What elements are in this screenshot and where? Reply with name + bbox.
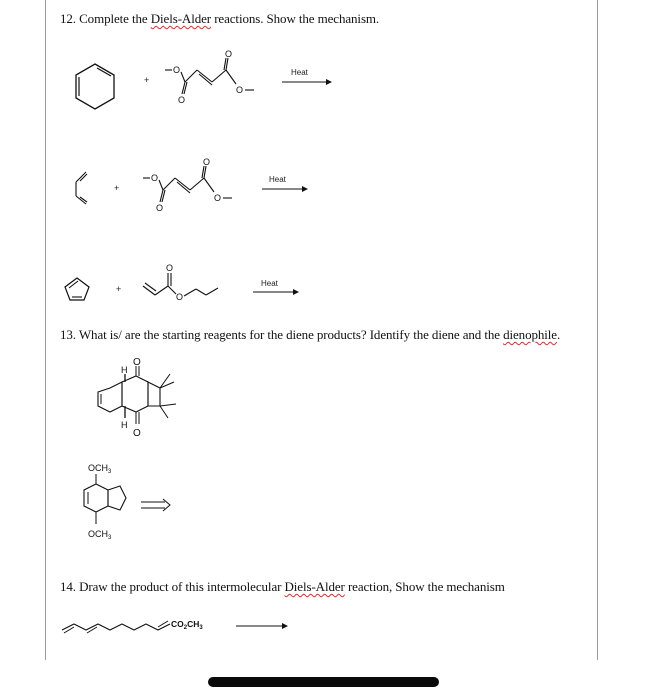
oxygen-label: O — [133, 357, 141, 368]
reaction-condition: Heat — [269, 175, 286, 184]
plus-sign: + — [114, 183, 120, 193]
reaction-arrow — [236, 622, 288, 630]
page-border-right — [597, 0, 598, 660]
question-12-heading — [60, 11, 379, 27]
dimethyl-maleate-structure — [162, 49, 262, 107]
oxygen-label: O — [236, 85, 244, 95]
spellcheck-word: Diels-Alder — [150, 11, 212, 26]
question-text: reactions. Show the mechanism. — [214, 11, 380, 26]
oxygen-label: O — [133, 428, 141, 439]
question-number: 14. — [60, 579, 76, 594]
hydrogen-label: H — [121, 365, 128, 375]
oxygen-label: O — [173, 65, 181, 75]
retrosynthesis-arrow — [141, 499, 171, 511]
question-13-heading — [60, 327, 560, 343]
oxygen-label: O — [151, 173, 159, 183]
allyl-acrylate-structure — [141, 262, 221, 302]
oxygen-label: O — [214, 193, 222, 203]
methoxy-label-bottom: $OCH_3$ — [88, 529, 112, 541]
cyclohexadiene-structure — [70, 62, 120, 112]
reaction-condition: Heat — [261, 279, 278, 288]
dimethyl-maleate-structure — [140, 157, 240, 215]
question-14-heading — [60, 579, 505, 595]
question-text: What is/ are the starting reagents for the diene products? Identify the diene and the — [78, 327, 500, 342]
home-indicator-bar[interactable] — [208, 677, 439, 687]
oxygen-label: O — [166, 263, 174, 273]
oxygen-label: O — [176, 292, 184, 302]
question-number: 13. — [60, 327, 76, 342]
methoxy-label-top: $OCH_3$ — [88, 463, 112, 475]
ester-group-label: $CO_2CH_3$ — [171, 619, 203, 631]
question-text: . — [556, 327, 561, 342]
cyclopentadiene-structure — [63, 276, 91, 302]
spellcheck-word: dienophile — [503, 327, 557, 342]
question-number: 12. — [60, 11, 76, 26]
oxygen-label: O — [156, 203, 164, 213]
question-text: reaction, Show the mechanism — [347, 579, 505, 594]
page-border-left — [45, 0, 46, 660]
diels-alder-product-tricyclic — [92, 357, 187, 445]
butadiene-structure — [72, 170, 97, 206]
oxygen-label: O — [225, 49, 233, 59]
reaction-arrow — [282, 78, 332, 86]
spellcheck-word: Diels-Alder — [284, 579, 345, 594]
oxygen-label: O — [203, 157, 211, 167]
reaction-arrow — [253, 288, 299, 296]
question-text: Complete the — [79, 11, 148, 26]
reaction-condition: Heat — [291, 68, 308, 77]
triene-ester-structure — [60, 612, 220, 638]
hydrogen-label: H — [121, 420, 128, 430]
question-text: Draw the product of this intermolecular — [79, 579, 282, 594]
plus-sign: + — [116, 284, 122, 294]
plus-sign: + — [144, 75, 150, 85]
oxygen-label: O — [178, 95, 186, 105]
reaction-arrow — [262, 185, 308, 193]
